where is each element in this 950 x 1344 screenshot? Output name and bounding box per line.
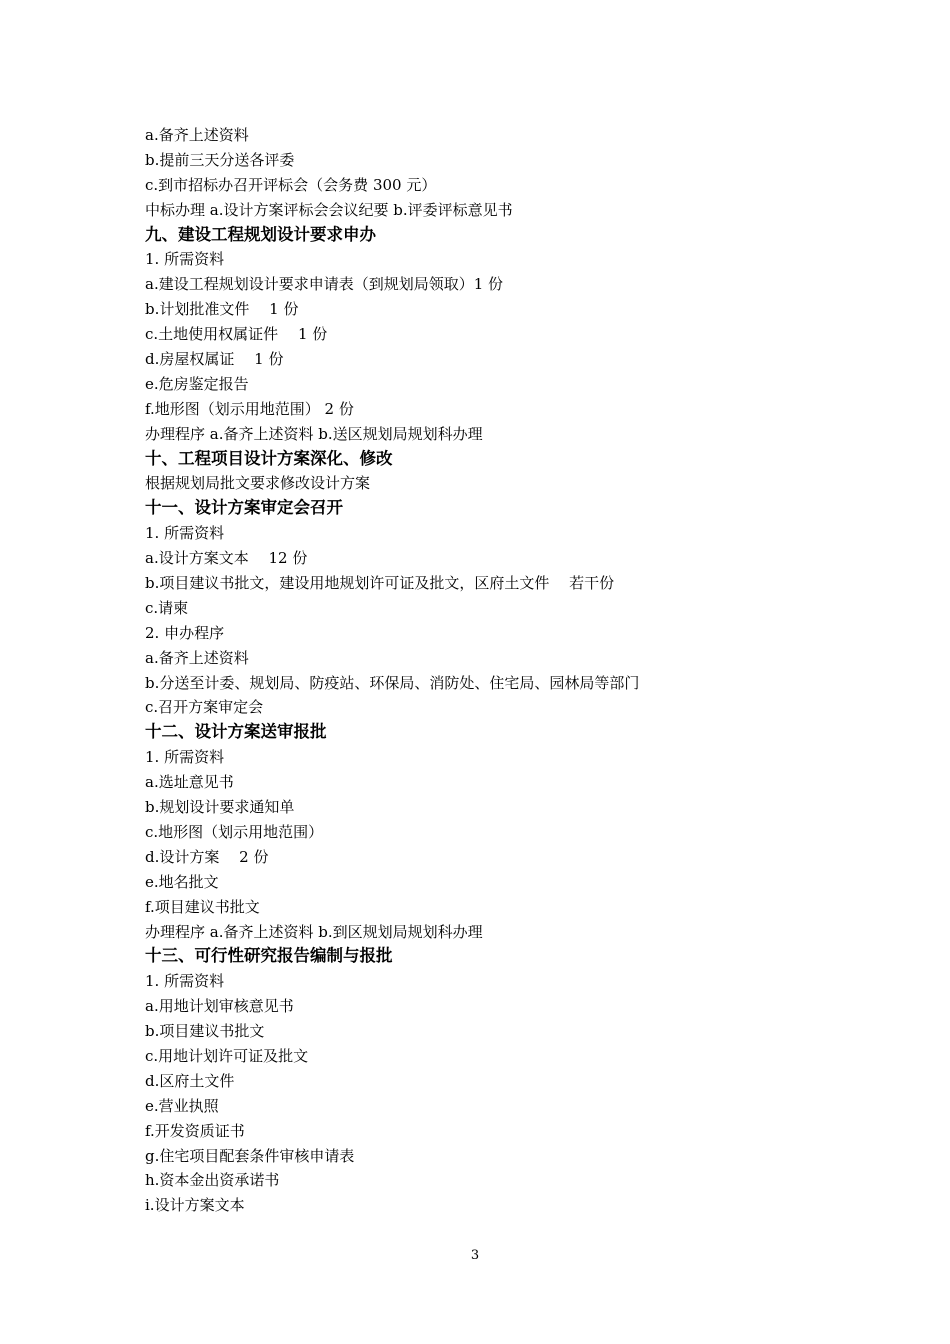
text-line: d.区府土文件 [145, 1071, 235, 1090]
text-line: 1. 所需资料 [145, 748, 225, 767]
section-heading: 九、建设工程规划设计要求申办 [145, 224, 376, 244]
text-line: a.备齐上述资料 [145, 126, 249, 144]
text-line: 1. 所需资料 [145, 524, 225, 543]
text-line: c.土地使用权属证件 1 份 [145, 325, 328, 344]
section-heading: 十一、设计方案审定会召开 [145, 498, 343, 518]
text-line: c.用地计划许可证及批文 [145, 1046, 309, 1065]
text-line: a.用地计划审核意见书 [145, 997, 294, 1016]
text-line: 办理程序 a.备齐上述资料 b.送区规划局规划科办理 [145, 424, 483, 443]
text-line: b.规划设计要求通知单 [145, 798, 295, 817]
text-line: 1. 所需资料 [145, 250, 225, 269]
text-line: b.项目建议书批文，建设用地规划许可证及批文，区府土文件 若干份 [145, 574, 615, 593]
text-line: b.分送至计委、规划局、防疫站、环保局、消防处、住宅局、园林局等部门 [145, 673, 640, 692]
text-line: 中标办理 a.设计方案评标会会议纪要 b.评委评标意见书 [145, 200, 513, 219]
text-line: h.资本金出资承诺书 [145, 1171, 280, 1190]
text-line: i.设计方案文本 [145, 1196, 245, 1215]
text-line: a.选址意见书 [145, 773, 234, 792]
text-line: e.危房鉴定报告 [145, 374, 249, 393]
text-line: f.项目建议书批文 [145, 897, 260, 916]
text-line: c.到市招标办召开评标会（会务费 300 元） [145, 175, 437, 194]
text-line: c.地形图（划示用地范围） [145, 822, 324, 841]
section-heading: 十二、设计方案送审报批 [145, 722, 327, 742]
section-heading: 十、工程项目设计方案深化、修改 [145, 448, 393, 468]
text-line: 2. 申办程序 [145, 623, 225, 642]
text-line: 根据规划局批文要求修改设计方案 [145, 474, 371, 493]
text-line: d.房屋权属证 1 份 [145, 350, 284, 369]
text-line: b.计划批准文件 1 份 [145, 300, 299, 319]
text-line: d.设计方案 2 份 [145, 847, 269, 866]
text-line: e.地名批文 [145, 872, 219, 891]
text-line: 1. 所需资料 [145, 972, 225, 991]
text-line: f.开发资质证书 [145, 1121, 245, 1140]
page-number: 3 [470, 1248, 480, 1263]
text-line: b.项目建议书批文 [145, 1022, 265, 1041]
text-line: a.设计方案文本 12 份 [145, 549, 308, 568]
text-line: c.请柬 [145, 598, 189, 617]
text-line: g.住宅项目配套条件审核申请表 [145, 1146, 355, 1165]
text-line: e.营业执照 [145, 1096, 219, 1115]
text-line: c.召开方案审定会 [145, 698, 264, 717]
text-line: a.建设工程规划设计要求申请表（到规划局领取）1 份 [145, 275, 504, 294]
section-heading: 十三、可行性研究报告编制与报批 [145, 946, 393, 966]
text-line: b.提前三天分送各评委 [145, 150, 295, 169]
document-body [145, 123, 845, 1218]
text-line: f.地形图（划示用地范围） 2 份 [145, 399, 354, 418]
text-line: 办理程序 a.备齐上述资料 b.到区规划局规划科办理 [145, 922, 483, 941]
text-line: a.备齐上述资料 [145, 648, 249, 667]
